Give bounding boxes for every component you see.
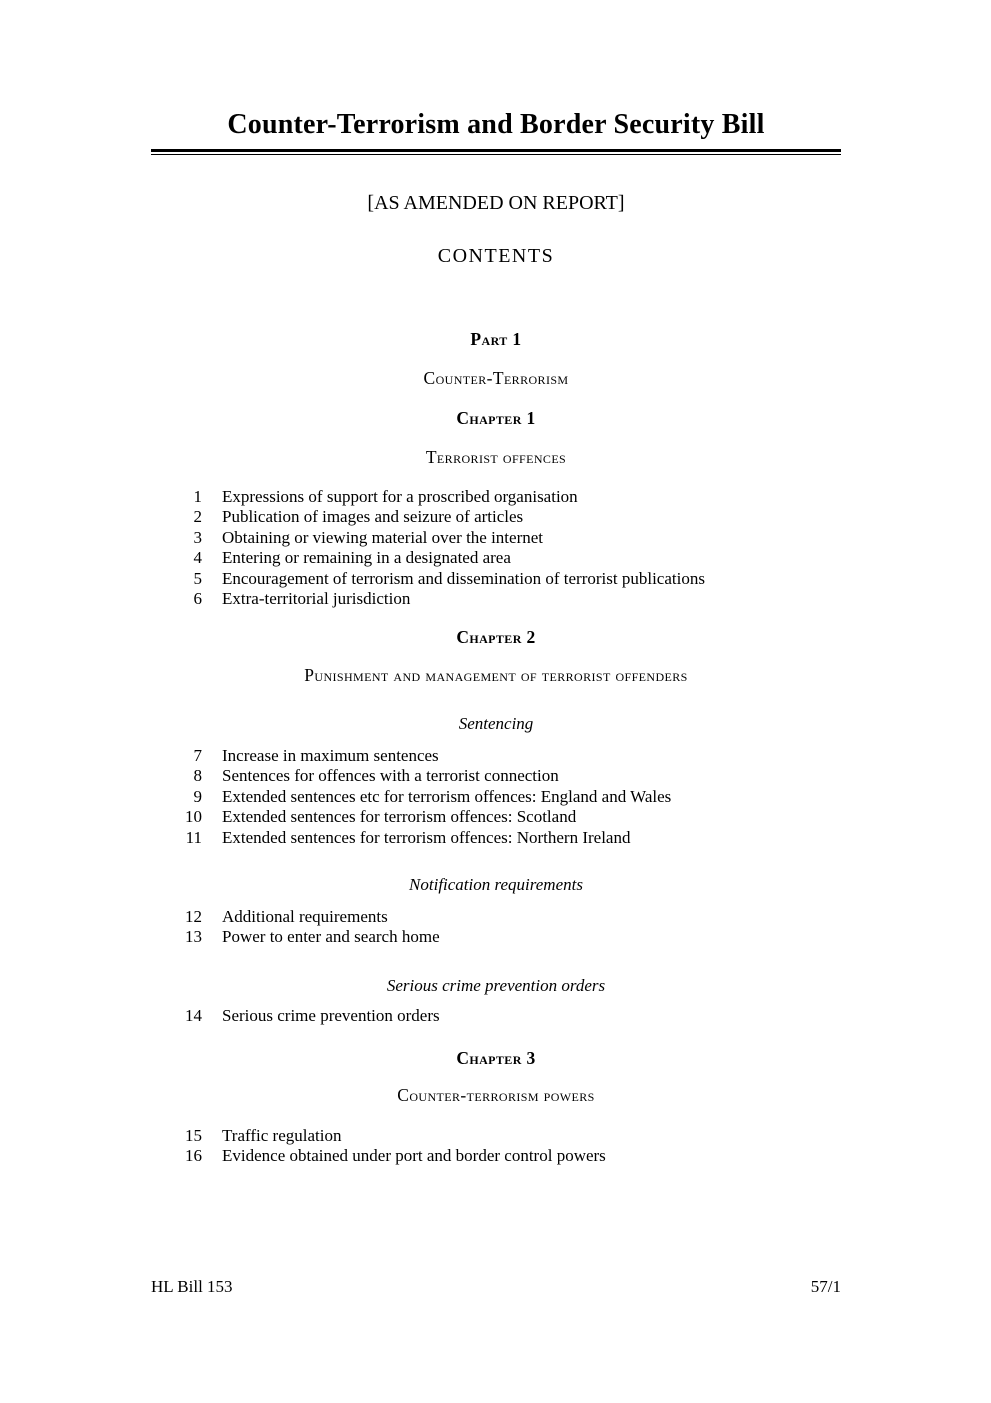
clause-title: Sentences for offences with a terrorist connection xyxy=(222,766,559,786)
sentencing-clause-list xyxy=(151,746,841,848)
toc-item xyxy=(151,907,841,927)
clause-title: Power to enter and search home xyxy=(222,927,440,947)
page-footer xyxy=(151,1277,841,1297)
bill-number: HL Bill 153 xyxy=(151,1277,233,1296)
clause-number: 16 xyxy=(185,1146,202,1166)
clause-title: Evidence obtained under port and border control powers xyxy=(222,1146,606,1166)
title-rule xyxy=(151,149,841,155)
toc-item xyxy=(151,589,841,609)
clause-title: Traffic regulation xyxy=(222,1126,342,1145)
toc-item xyxy=(151,787,841,807)
clause-number: 1 xyxy=(193,487,202,506)
clause-title: Extended sentences for terrorism offences: Scotland xyxy=(222,807,577,827)
chapter-3-heading: Chapter 3 xyxy=(456,1048,536,1068)
clause-number: 6 xyxy=(193,589,202,609)
clause-title: Expressions of support for a proscribed organisation xyxy=(222,487,578,506)
toc-item xyxy=(151,766,841,786)
clause-number: 9 xyxy=(193,786,202,806)
clause-number: 12 xyxy=(185,907,202,926)
toc-item xyxy=(151,927,841,947)
clause-number: 5 xyxy=(193,568,202,588)
toc-item xyxy=(151,828,841,848)
clause-title: Entering or remaining in a designated area xyxy=(222,548,511,568)
clause-title: Encouragement of terrorism and dissemination of terrorist publications xyxy=(222,568,705,588)
part-heading: Part 1 xyxy=(470,329,522,349)
bill-title: Counter-Terrorism and Border Security Bill xyxy=(227,109,765,140)
toc-item xyxy=(151,1126,841,1146)
chapter-1-clause-list xyxy=(151,487,841,609)
chapter-3-clause-list xyxy=(151,1126,841,1167)
amendment-status: [AS AMENDED ON REPORT] xyxy=(367,192,625,214)
clause-number: 3 xyxy=(193,527,202,547)
chapter-2-heading: Chapter 2 xyxy=(456,627,536,647)
toc-item xyxy=(151,1146,841,1166)
toc-item xyxy=(151,746,841,766)
chapter-1-heading: Chapter 1 xyxy=(456,408,536,428)
clause-title: Serious crime prevention orders xyxy=(222,1006,440,1025)
chapter-2-subject: Punishment and management of terrorist offenders xyxy=(304,665,688,685)
clause-title: Additional requirements xyxy=(222,907,388,926)
toc-item xyxy=(151,569,841,589)
clause-title: Extra-territorial jurisdiction xyxy=(222,589,411,609)
scpo-clause-list xyxy=(151,1006,841,1026)
clause-number: 10 xyxy=(185,807,202,827)
clause-title: Extended sentences etc for terrorism offences: England and Wales xyxy=(222,786,672,806)
toc-item xyxy=(151,528,841,548)
clause-number: 13 xyxy=(185,927,202,947)
contents-heading: CONTENTS xyxy=(437,245,555,267)
crossheading-serious-crime-prevention-orders: Serious crime prevention orders xyxy=(386,976,606,995)
print-number: 57/1 xyxy=(810,1277,841,1296)
chapter-3-subject: Counter-terrorism powers xyxy=(397,1085,595,1105)
clause-number: 8 xyxy=(193,766,202,786)
toc-item xyxy=(151,487,841,507)
clause-number: 14 xyxy=(185,1006,202,1025)
chapter-1-subject: Terrorist offences xyxy=(425,447,567,467)
clause-title: Extended sentences for terrorism offences: Northern Ireland xyxy=(222,827,631,847)
clause-number: 7 xyxy=(193,746,202,765)
notification-clause-list xyxy=(151,907,841,948)
clause-title: Obtaining or viewing material over the internet xyxy=(222,527,544,547)
clause-number: 15 xyxy=(185,1126,202,1145)
toc-item xyxy=(151,807,841,827)
clause-number: 4 xyxy=(193,548,202,568)
crossheading-notification-requirements: Notification requirements xyxy=(409,875,583,894)
toc-item xyxy=(151,548,841,568)
toc-item xyxy=(151,507,841,527)
clause-number: 2 xyxy=(193,507,202,527)
toc-item xyxy=(151,1006,841,1026)
crossheading-sentencing: Sentencing xyxy=(458,714,534,733)
part-subject: Counter-Terrorism xyxy=(423,368,569,388)
clause-number: 11 xyxy=(185,827,202,847)
clause-title: Increase in maximum sentences xyxy=(222,746,439,765)
clause-title: Publication of images and seizure of articles xyxy=(222,507,524,527)
